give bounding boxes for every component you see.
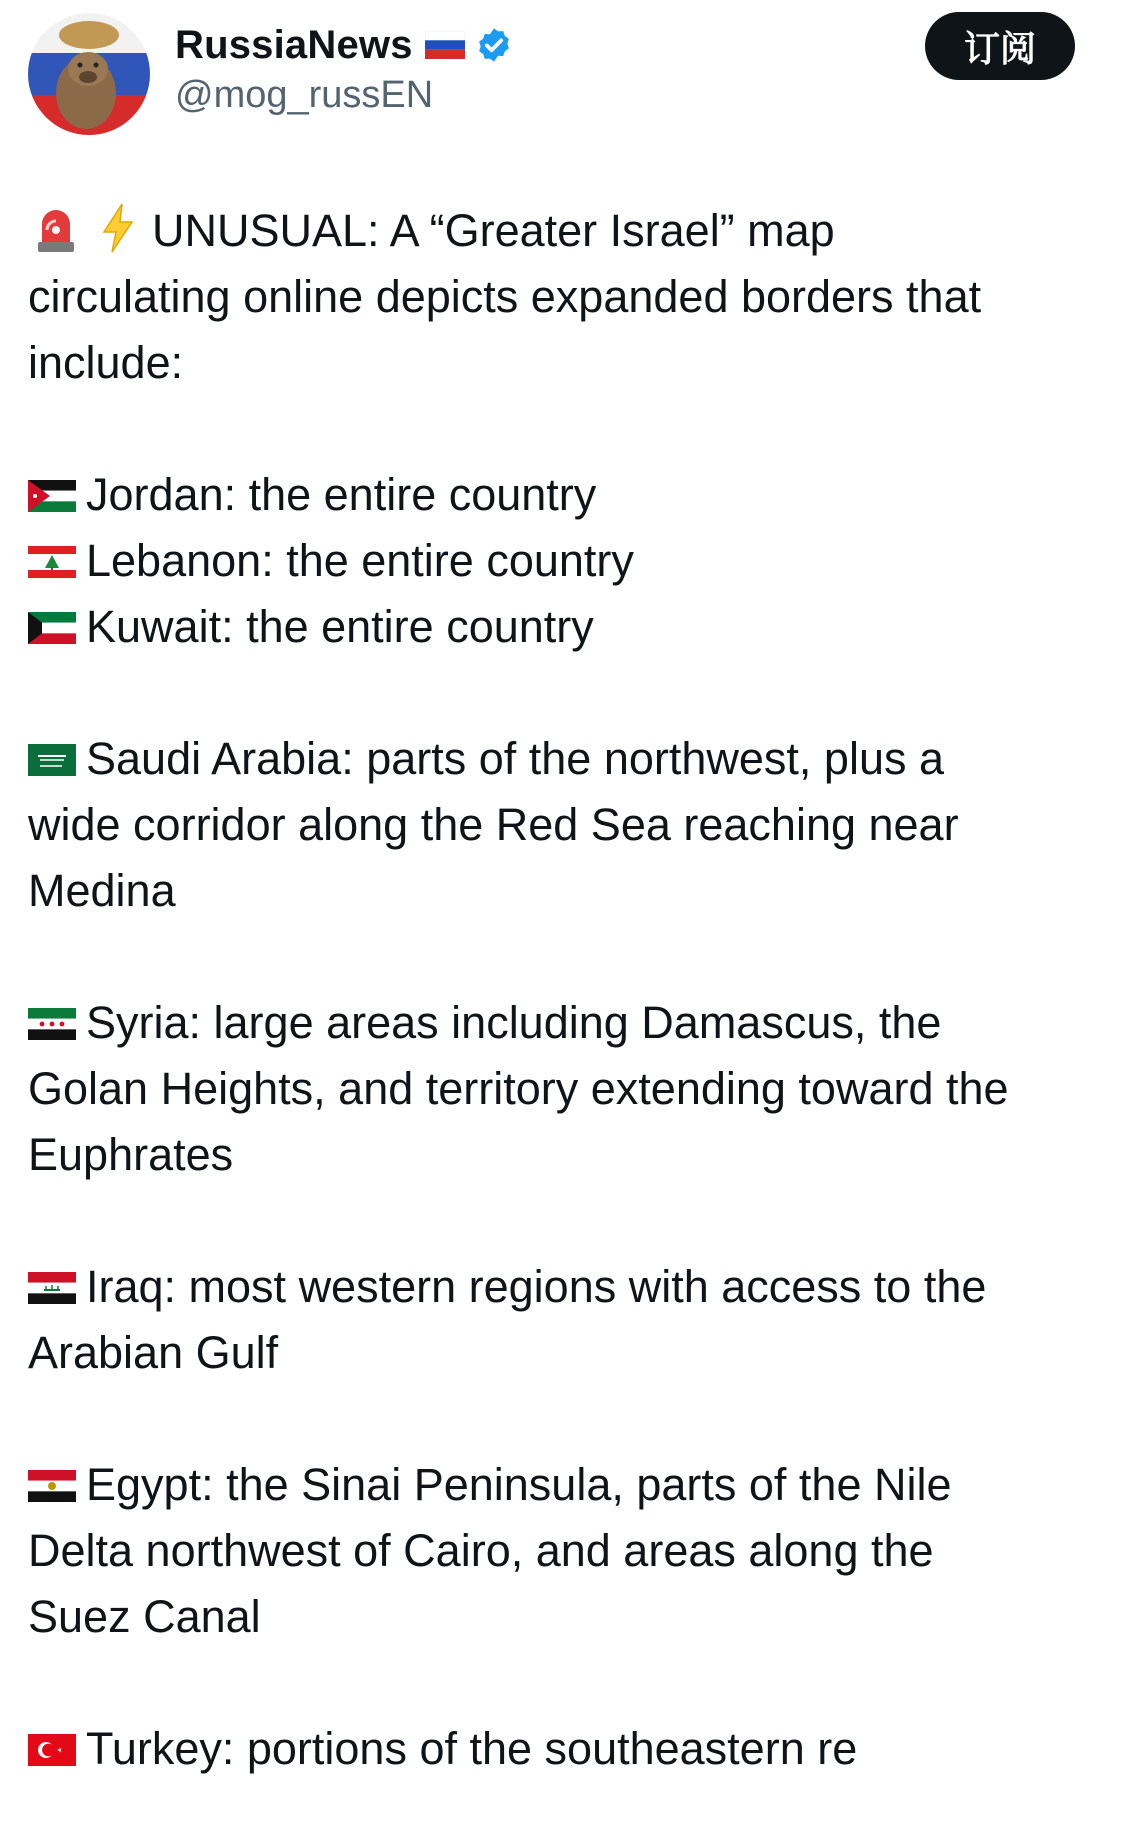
iraq-line-2: Arabian Gulf xyxy=(28,1327,279,1378)
saudi-line-1: Saudi Arabia: parts of the northwest, plus a xyxy=(28,726,1103,792)
name-row xyxy=(175,20,513,70)
intro-line-2: circulating online depicts expanded borders that xyxy=(28,271,982,322)
display-name[interactable]: RussiaNews xyxy=(175,23,413,67)
verified-badge-icon xyxy=(475,26,513,64)
saudi-line-3: Medina xyxy=(28,865,176,916)
saudi-line-2: wide corridor along the Red Sea reaching near xyxy=(28,799,959,850)
intro-line-3: include: xyxy=(28,337,184,388)
turkey-line-1: Turkey: portions of the southeastern re xyxy=(28,1716,1103,1782)
country-item-jordan: Jordan: the entire country xyxy=(28,462,1103,528)
russia-flag-icon xyxy=(425,31,465,59)
country-item-syria xyxy=(28,990,1103,1188)
syria-flag-icon xyxy=(28,1008,76,1040)
lebanon-flag-icon xyxy=(28,546,76,578)
tweet-header xyxy=(0,0,1125,150)
lightning-icon xyxy=(90,200,146,256)
country-item-saudi-arabia xyxy=(28,726,1103,924)
jordan-flag-icon xyxy=(28,480,76,512)
syria-line-3: Euphrates xyxy=(28,1129,234,1180)
iraq-line-1: Iraq: most western regions with access to the xyxy=(28,1254,1103,1320)
watermark-fade xyxy=(880,1730,1125,1801)
avatar[interactable] xyxy=(28,13,150,135)
country-item-egypt xyxy=(28,1452,1103,1650)
egypt-line-1: Egypt: the Sinai Peninsula, parts of the Nile xyxy=(28,1452,1103,1518)
country-item-iraq xyxy=(28,1254,1103,1386)
egypt-line-3: Suez Canal xyxy=(28,1591,261,1642)
turkey-flag-icon xyxy=(28,1734,76,1766)
subscribe-button[interactable]: 订阅 xyxy=(925,12,1075,80)
police-light-icon xyxy=(28,200,84,256)
country-group-whole xyxy=(28,462,1103,660)
tweet-body xyxy=(28,198,1103,1848)
egypt-flag-icon xyxy=(28,1470,76,1502)
intro-paragraph xyxy=(28,198,1103,396)
intro-line-1: UNUSUAL: A “Greater Israel” map xyxy=(28,198,1103,264)
syria-line-1: Syria: large areas including Damascus, the xyxy=(28,990,1103,1056)
egypt-line-2: Delta northwest of Cairo, and areas along the xyxy=(28,1525,934,1576)
handle[interactable]: @mog_russEN xyxy=(175,74,434,116)
saudi-flag-icon xyxy=(28,744,76,776)
kuwait-flag-icon xyxy=(28,612,76,644)
country-item-lebanon: Lebanon: the entire country xyxy=(28,528,1103,594)
iraq-flag-icon xyxy=(28,1272,76,1304)
syria-line-2: Golan Heights, and territory extending toward the xyxy=(28,1063,1009,1114)
country-item-kuwait: Kuwait: the entire country xyxy=(28,594,1103,660)
